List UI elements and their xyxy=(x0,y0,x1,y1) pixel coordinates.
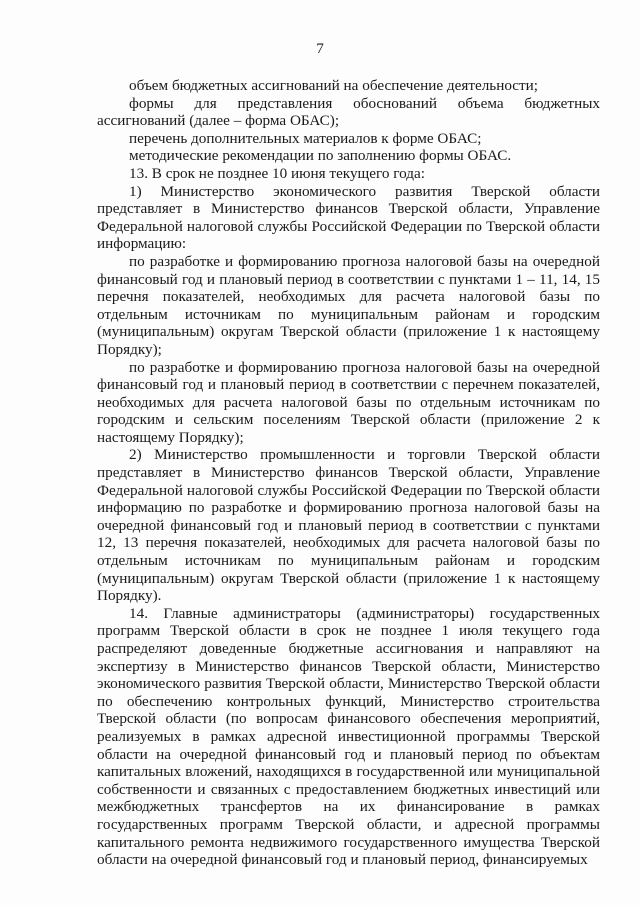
paragraph: 13. В срок не позднее 10 июня текущего года: xyxy=(129,164,425,182)
paragraph: по разработке и формированию прогноза налоговой базы на очередной финансовый год и плановый период в соответствии с пунктами 1 – 11, 14, 15 перечня показателей, необходимых для расчета налоговой базы по отдельным источникам по муниципальным районам и городским (муниципальным) округам Тверской области (приложение 1 к настоящему Порядку); xyxy=(97,252,600,358)
paragraph: 2) Министерство промышленности и торговли Тверской области представляет в Министерство финансов Тверской области, Управление Федеральной налоговой службы Российской Федерации по Тверской области информацию по разработке и формированию прогноза налоговой базы на очередной финансовый год и плановый период в соответствии с пунктами 12, 13 перечня показателей, необходимых для расчета налоговой базы по отдельным источникам по муниципальным районам и городским (муниципальным) округам Тверской области (приложение 1 к настоящему Порядку). xyxy=(97,446,600,605)
paragraph: методические рекомендации по заполнению формы ОБАС. xyxy=(129,147,512,165)
paragraph: 14. Главные администраторы (администраторы) государственных программ Тверской области в срок не позднее 1 июля текущего года распределяют доведенные бюджетные ассигнования и направляют на экспертизу в Министерство финансов Тверской области, Министерство экономического развития Тверской области, Министерство Тверской области по обеспечению контрольных функций, Министерство строительства Тверской области (по вопросам финансового обеспечения мероприятий, реализуемых в рамках адресной инвестиционной программы Тверской области на очередной финансовый год и плановый период по объектам капитальных вложений, находящихся в государственной или муниципальной собственности и связанных с предоставлением бюджетных инвестиций или межбюджетных трансфертов на их финансирование в рамках государственных программ Тверской области, и адресной программы капитального ремонта недвижимого государственного имущества Тверской области на очередной финансовый год и плановый период, финансируемых xyxy=(97,604,600,869)
paragraph: перечень дополнительных материалов к форме ОБАС; xyxy=(129,129,482,147)
page-number: 7 xyxy=(316,40,324,57)
paragraph: формы для представления обоснований объема бюджетных ассигнований (далее – форма ОБАС); xyxy=(97,94,600,130)
paragraph: 1) Министерство экономического развития Тверской области представляет в Министерство финансов Тверской области, Управление Федеральной налоговой службы Российской Федерации по Тверской области информацию: xyxy=(97,182,600,253)
paragraph: объем бюджетных ассигнований на обеспечение деятельности; xyxy=(129,77,539,94)
paragraph: по разработке и формированию прогноза налоговой базы на очередной финансовый год и плановый период в соответствии с перечнем показателей, необходимых для расчета налоговой базы по отдельным источникам по городским и сельским поселениям Тверской области (приложение 2 к настоящему Порядку); xyxy=(97,358,600,446)
document-body xyxy=(97,77,600,869)
